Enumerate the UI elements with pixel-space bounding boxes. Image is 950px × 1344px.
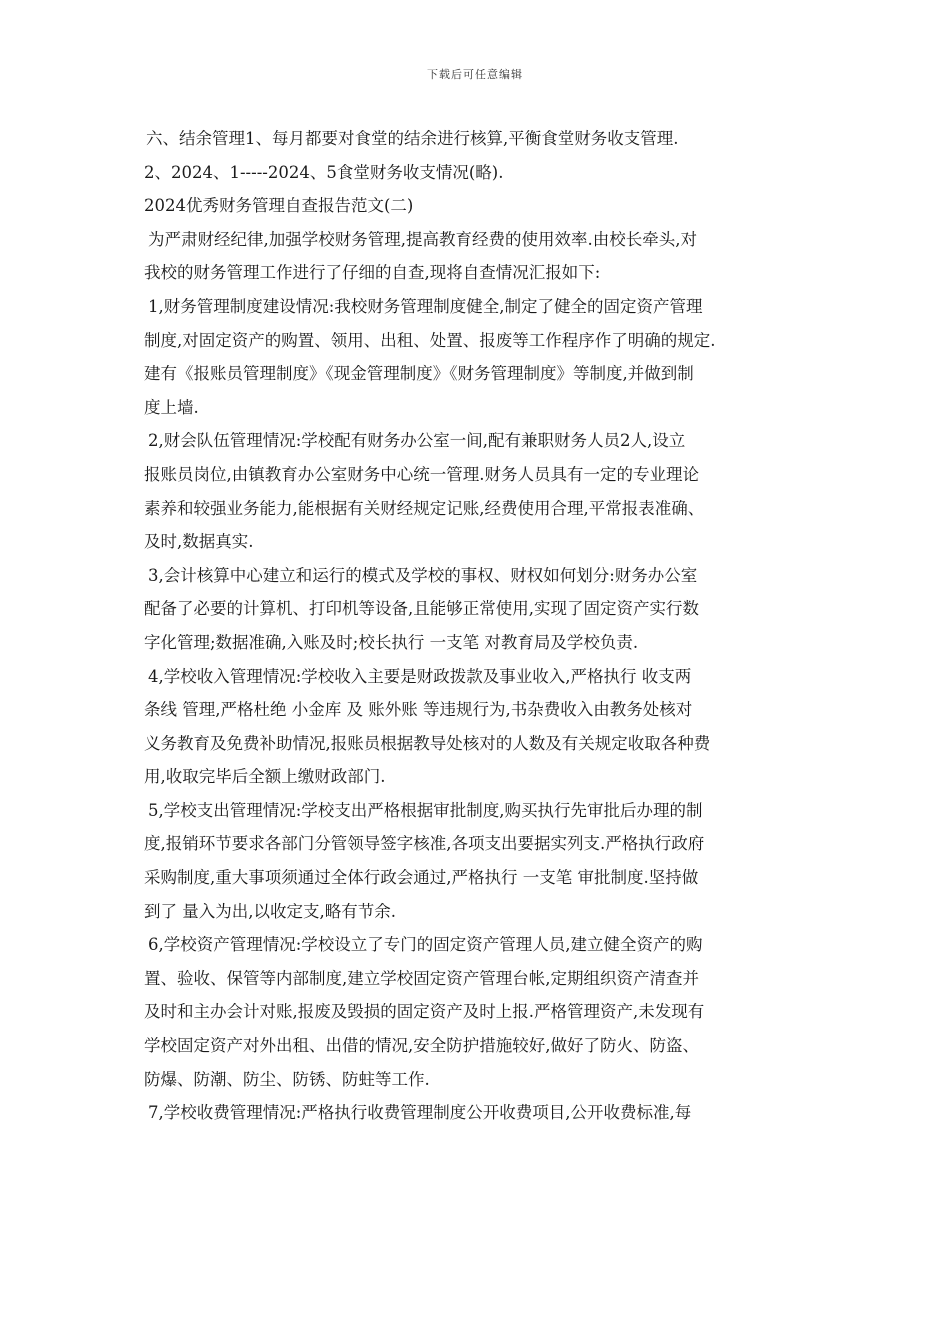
text-line: 度,报销环节要求各部门分管领导签字核准,各项支出要据实列支.严格执行政府: [144, 834, 705, 854]
text-line: 2,财会队伍管理情况:学校配有财务办公室一间,配有兼职财务人员2人,设立: [148, 431, 686, 451]
text-line: 及时和主办会计对账,报废及毁损的固定资产及时上报.严格管理资产,未发现有: [144, 1002, 705, 1022]
text-line: 报账员岗位,由镇教育办公室财务中心统一管理.财务人员具有一定的专业理论: [144, 464, 699, 484]
text-line: 6,学校资产管理情况:学校设立了专门的固定资产管理人员,建立健全资产的购: [148, 935, 703, 955]
text-line: 防爆、防潮、防尘、防锈、防蛀等工作.: [144, 1069, 430, 1089]
text-line: 我校的财务管理工作进行了仔细的自查,现将自查情况汇报如下:: [144, 263, 601, 283]
text-line: 置、验收、保管等内部制度,建立学校固定资产管理台帐,定期组织资产清查并: [144, 968, 699, 988]
text-line: 义务教育及免费补助情况,报账员根据教导处核对的人数及有关规定收取各种费: [144, 733, 711, 753]
text-line: 学校固定资产对外出租、出借的情况,安全防护措施较好,做好了防火、防盗、: [144, 1036, 699, 1056]
section-title: 2024优秀财务管理自查报告范文(二): [144, 196, 414, 216]
text-line: 5,学校支出管理情况:学校支出严格根据审批制度,购买执行先审批后办理的制: [148, 800, 703, 820]
text-line: 字化管理;数据准确,入账及时;校长执行 一支笔 对教育局及学校负责.: [144, 632, 639, 652]
text-line: 素养和较强业务能力,能根据有关财经规定记账,经费使用合理,平常报表准确、: [144, 498, 705, 518]
text-line: 制度,对固定资产的购置、领用、出租、处置、报废等工作程序作了明确的规定.: [144, 330, 716, 350]
text-line: 7,学校收费管理情况:严格执行收费管理制度公开收费项目,公开收费标准,每: [148, 1103, 692, 1123]
text-line: 用,收取完毕后全额上缴财政部门.: [144, 767, 386, 787]
document-body: [144, 122, 814, 1130]
text-line: 到了 量入为出,以收定支,略有节余.: [144, 901, 396, 921]
text-line: 4,学校收入管理情况:学校收入主要是财政拨款及事业收入,严格执行 收支两: [148, 666, 692, 686]
text-line: 及时,数据真实.: [144, 532, 254, 552]
page-header-note: 下载后可任意编辑: [427, 68, 523, 81]
text-line: 3,会计核算中心建立和运行的模式及学校的事权、财权如何划分:财务办公室: [148, 565, 698, 585]
text-line: 条线 管理,严格杜绝 小金库 及 账外账 等违规行为,书杂费收入由教务处核对: [144, 700, 693, 720]
text-line: 1,财务管理制度建设情况:我校财务管理制度健全,制定了健全的固定资产管理: [148, 296, 703, 316]
text-line: 采购制度,重大事项须通过全体行政会通过,严格执行 一支笔 审批制度.坚持做: [144, 868, 699, 888]
text-line: 度上墙.: [144, 397, 199, 417]
text-line: 建有《报账员管理制度》《现金管理制度》《财务管理制度》等制度,并做到制: [144, 364, 694, 384]
text-line: 六、结余管理1、每月都要对食堂的结余进行核算,平衡食堂财务收支管理.: [146, 129, 679, 148]
text-line: 为严肃财经纪律,加强学校财务管理,提高教育经费的使用效率.由校长牵头,对: [148, 229, 697, 249]
text-line: 配备了必要的计算机、打印机等设备,且能够正常使用,实现了固定资产实行数: [144, 599, 699, 619]
text-line: 2、2024、1-----2024、5食堂财务收支情况(略).: [144, 162, 504, 182]
